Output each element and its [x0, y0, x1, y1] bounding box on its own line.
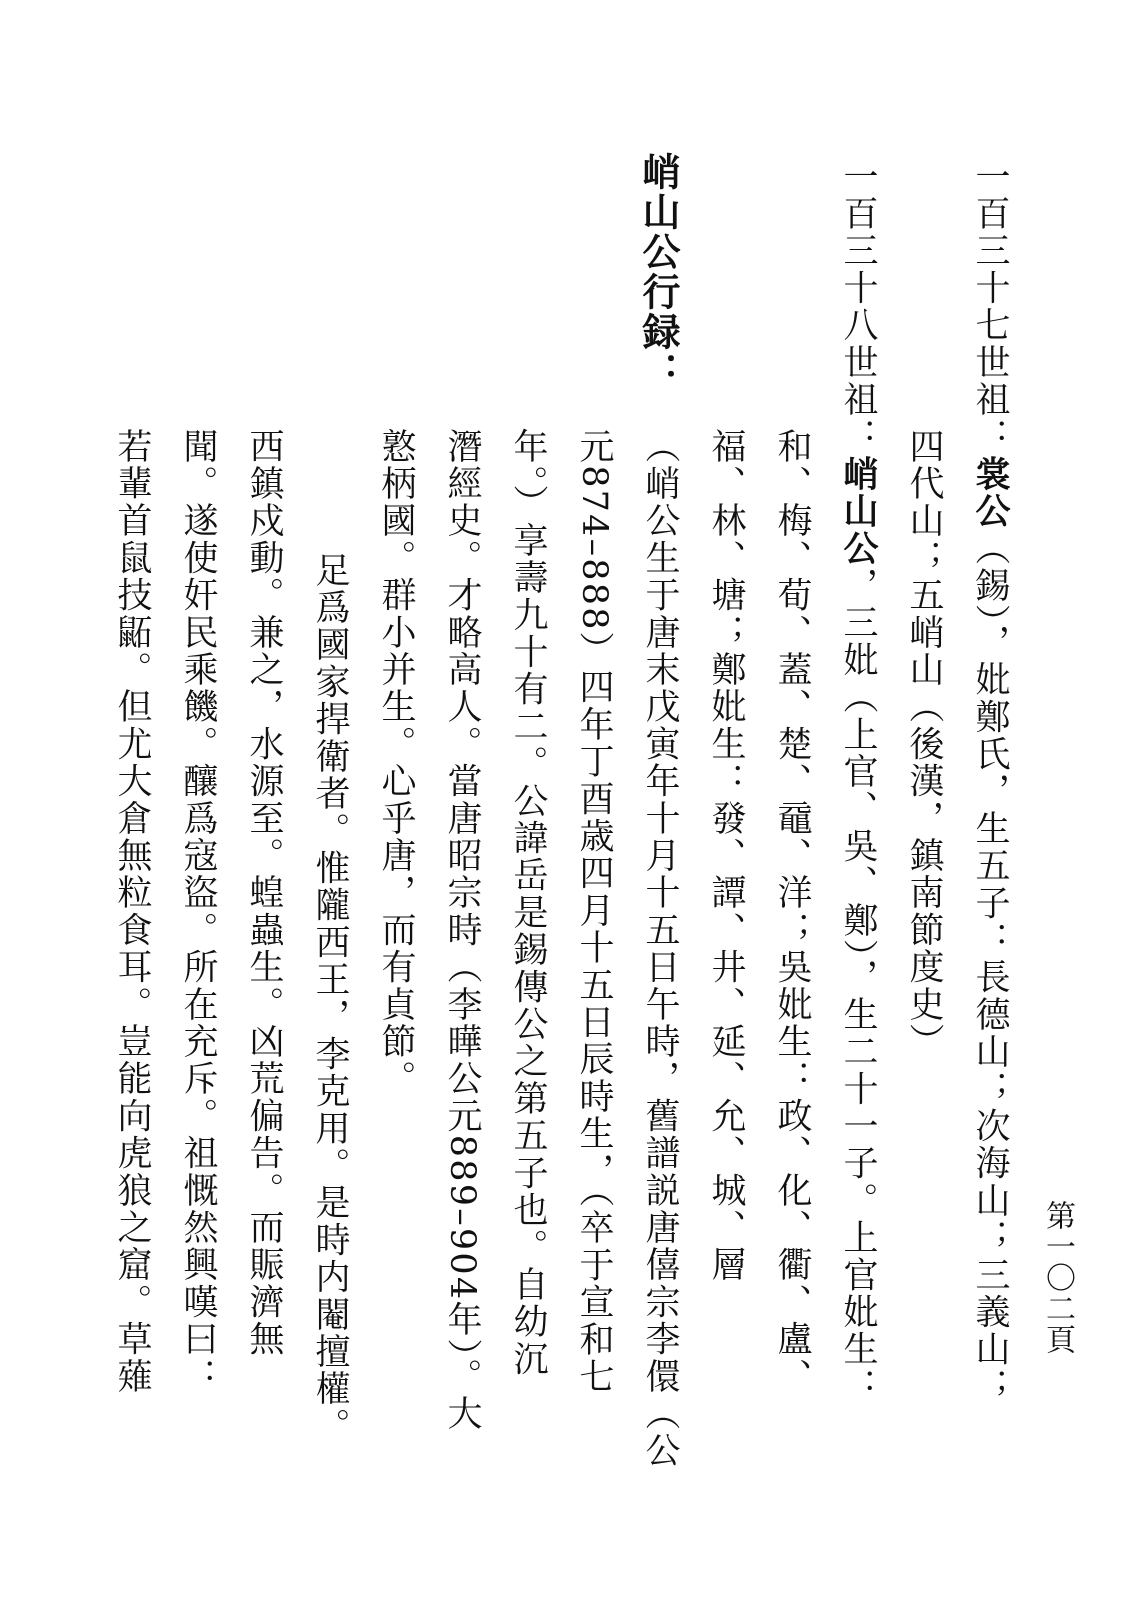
text-column-7: （峭公生于唐末戊寅年十月十五日午時，舊譜説唐僖宗李儇（公: [640, 428, 680, 1470]
text-column-14: 聞。遂使奸民乘饑。釀爲寇盜。所在充斥。祖慨然興嘆曰：: [178, 428, 218, 1396]
page-number: 第一〇二頁: [1040, 1200, 1075, 1355]
text-column-15: 若輩首鼠技鼫。但尤大倉無粒食耳。豈能向虎狼之窟。草薙: [112, 428, 152, 1396]
text-column-1-rest: （錫），妣鄭氏，生五子：長德山；次海山；三義山；: [970, 530, 1010, 1406]
text-column-10: 潛經史。才略高人。當唐昭宗時（李曄公元889–904年）。大: [442, 428, 482, 1433]
ancestor-name-138: 峭山公: [838, 455, 879, 568]
text-column-8: 元874–888）四年丁酉歳四月十五日辰時生，（卒于宣和七: [574, 428, 614, 1396]
text-column-13: 西鎮戍動。兼之，水源至。蝗蟲生。凶荒偏告。而賑濟無: [244, 428, 284, 1358]
text-column-5: 福、林、塘；鄭妣生：發、譚、井、延、允、城、層: [706, 428, 746, 1284]
text-column-11: 憝柄國。群小并生。心乎唐，而有貞節。: [376, 428, 416, 1098]
section-heading: 峭山公行録：: [636, 152, 681, 392]
generation-heading-137: 一百三十七世祖：: [970, 158, 1010, 456]
text-column-4: 和、梅、荀、蓋、楚、黿、洋；吳妣生：政、化、衢、盧、: [772, 428, 812, 1396]
ancestor-name-137: 裳公: [970, 455, 1011, 531]
generation-heading-138: 一百三十八世祖：: [838, 158, 878, 456]
text-column-1: [968, 158, 1012, 1405]
text-column-3-rest: ，三妣（上官、吳、鄭），生二十一子。上官妣生：: [838, 567, 878, 1406]
text-column-12: 足爲國家捍衛者。惟隴西王，李克用。是時内閹擅權。: [310, 552, 350, 1445]
text-column-3: [836, 158, 880, 1405]
text-column-9: 年。）享壽九十有二。公諱岳是錫傳公之第五子也。自幼沉: [508, 428, 548, 1378]
text-column-2: 四代山；五峭山（後漢，鎮南節度史）: [904, 428, 944, 1061]
